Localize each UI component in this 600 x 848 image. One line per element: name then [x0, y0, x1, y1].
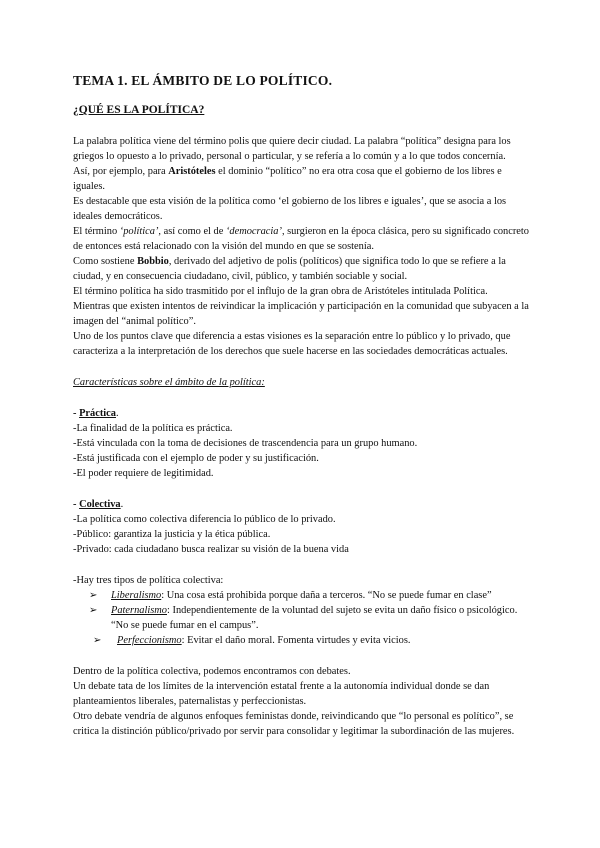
term: Paternalismo [111, 605, 167, 616]
name-bobbio: Bobbio [137, 256, 169, 267]
text-run: , derivado del adjetivo de polis (políticos) que significa todo lo que se refiere a la ciudad, y en consecuencia ciudadano, civil, público, y también sociable y social. [73, 256, 506, 282]
paragraph [73, 164, 533, 194]
paragraph [73, 254, 533, 284]
paragraph: El término política ha sido trasmitido por el influjo de la gran obra de Aristóteles intitulada Política. [73, 286, 488, 297]
text-run: , surgieron en la época clásica, pero su significado concreto de entonces está relacionado con la visión del mundo en que se sostenía. [73, 226, 530, 252]
section-heading: ¿QUÉ ES LA POLÍTICA? [73, 104, 205, 116]
dot: . [120, 499, 124, 510]
list-item: -La finalidad de la política es práctica. [73, 423, 233, 434]
term: Liberalismo [111, 590, 162, 601]
subheading-characteristics: Características sobre el ámbito de la política: [73, 377, 265, 388]
tipos-intro: -Hay tres tipos de política colectiva: [73, 575, 224, 586]
paragraph: Un debate tata de los límites de la intervención estatal frente a la autonomía individual donde se dan planteamientos liberales, paternalistas y perfeccionistas. [73, 681, 490, 707]
tipos-list [73, 588, 533, 648]
paragraph: La palabra política viene del término polis que quiere decir ciudad. La palabra “política” designa para los griegos lo opuesto a lo privado, personal o particular, y se refería a lo común y a lo que todos concernía. [73, 136, 511, 162]
text-run: el dominio “político” no era otra cosa que el gobierno de los libres e iguales. [73, 166, 502, 192]
text-run: : Evitar el daño moral. Fomenta virtudes y evita vicios. [181, 635, 411, 646]
text-run: : Independientemente de la voluntad del sujeto se evita un daño físico o psicológico. “No se puede fumar en el campus”. [111, 605, 518, 631]
paragraph: Otro debate vendría de algunos enfoques feministas donde, reivindicando que “lo personal es político”, se critica la distinción público/privado por servir para consolidar y legitimar la subordinación de las mujeres. [73, 711, 515, 737]
paragraph: Uno de los puntos clave que diferencia a estas visiones es la separación entre lo público y lo privado, que caracteriza a la interpretación de los derechos que suele hacerse en las sociedades democráticas actuales. [73, 331, 511, 357]
practica-heading [73, 406, 533, 421]
dash: - [73, 499, 80, 510]
list-item: -Está justificada con el ejemplo de poder y su justificación. [73, 453, 319, 464]
paragraph: Mientras que existen intentos de reivindicar la implicación y participación en la comunidad que subyacen a la imagen del “animal político”. [73, 301, 529, 327]
document-body [73, 134, 533, 739]
text-run: Así, por ejemplo, para [73, 166, 169, 177]
text-run: : Una cosa está prohibida porque daña a terceros. “No se puede fumar en clase” [161, 590, 492, 601]
list-item-liberalismo [73, 588, 533, 603]
colectiva-heading [73, 497, 533, 512]
page-title: TEMA 1. EL ÁMBITO DE LO POLÍTICO. [73, 73, 333, 88]
arrow-bullet-icon: ➢ [93, 635, 102, 646]
dot: . [115, 408, 119, 419]
paragraph: Es destacable que esta visión de la política como ‘el gobierno de los libres e iguales’, que se asocia a los ideales democráticos. [73, 196, 507, 222]
text-run: , así como el de [158, 226, 226, 237]
paragraph [73, 224, 533, 254]
text-run: El término [73, 226, 120, 237]
practica-label: Práctica [79, 408, 116, 419]
dash: - [73, 408, 80, 419]
paragraph: Dentro de la política colectiva, podemos encontramos con debates. [73, 666, 351, 677]
list-item: -La política como colectiva diferencia lo público de lo privado. [73, 514, 336, 525]
colectiva-label: Colectiva [79, 499, 121, 510]
list-item: -Privado: cada ciudadano busca realizar su visión de la buena vida [73, 544, 349, 555]
list-item: -El poder requiere de legitimidad. [73, 468, 214, 479]
arrow-bullet-icon: ➢ [89, 590, 98, 601]
name-aristoteles: Aristóteles [168, 166, 216, 177]
text-run: Como sostiene [73, 256, 138, 267]
list-item-paternalismo [73, 603, 533, 633]
list-item: -Está vinculada con la toma de decisiones de trascendencia para un grupo humano. [73, 438, 418, 449]
term-democracia: ‘democracia’ [225, 226, 282, 237]
arrow-bullet-icon: ➢ [89, 605, 98, 616]
term-politica: ‘política’ [119, 226, 159, 237]
term: Perfeccionismo [117, 635, 182, 646]
list-item: -Público: garantiza la justicia y la ética pública. [73, 529, 271, 540]
list-item-perfeccionismo [73, 633, 533, 648]
